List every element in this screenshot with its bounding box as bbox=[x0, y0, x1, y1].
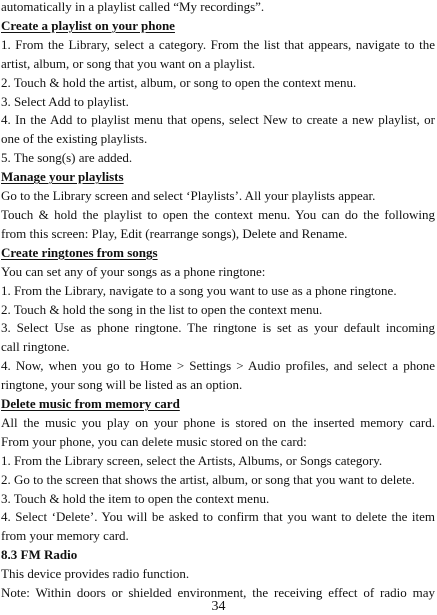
text-line: You can set any of your songs as a phone ringtone: bbox=[1, 263, 266, 279]
text-line: 4. Now, when you go to Home > Settings > Audio profiles, and select a phone bbox=[1, 358, 435, 374]
text-line: All the music you play on your phone is stored on the inserted memory card. bbox=[1, 414, 435, 430]
text-line: 1. From the Library, select a category. From the list that appears, navigate to the bbox=[1, 36, 435, 52]
text-line: 4. In the Add to playlist menu that opens, select New to create a new playlist, or bbox=[1, 112, 435, 128]
text-line: Go to the Library screen and select ‘Playlists’. All your playlists appear. bbox=[1, 188, 376, 204]
text-line: Touch & hold the playlist to open the context menu. You can do the following bbox=[1, 206, 435, 222]
text-line: 2. Touch & hold the artist, album, or song to open the context menu. bbox=[1, 74, 357, 90]
text-line: 3. Select Use as phone ringtone. The ringtone is set as your default incoming bbox=[1, 320, 435, 336]
subheading-delete-music: Delete music from memory card bbox=[1, 396, 180, 412]
section-heading-fm-radio: 8.3 FM Radio bbox=[1, 547, 78, 563]
text-line: from this screen: Play, Edit (rearrange songs), Delete and Rename. bbox=[1, 225, 348, 241]
text-line: This device provides radio function. bbox=[1, 566, 190, 582]
subheading-create-playlist: Create a playlist on your phone bbox=[1, 17, 175, 33]
text-line: 3. Touch & hold the item to open the context menu. bbox=[1, 490, 270, 506]
text-line: from your memory card. bbox=[1, 528, 129, 544]
text-line: artist, album, or song that you want on a playlist. bbox=[1, 55, 256, 71]
text-line: 3. Select Add to playlist. bbox=[1, 93, 129, 109]
text-line: 1. From the Library, navigate to a song you want to use as a phone ringtone. bbox=[1, 282, 397, 298]
text-line: From your phone, you can delete music stored on the card: bbox=[1, 433, 307, 449]
page-number: 34 bbox=[211, 599, 226, 614]
text-line: automatically in a playlist called “My recordings”. bbox=[1, 0, 265, 14]
text-line: one of the existing playlists. bbox=[1, 131, 148, 147]
text-line: 4. Select ‘Delete’. You will be asked to confirm that you want to delete the item bbox=[1, 509, 435, 525]
text-line: call ringtone. bbox=[1, 339, 70, 355]
text-line: 2. Touch & hold the song in the list to open the context menu. bbox=[1, 301, 323, 317]
text-line: 5. The song(s) are added. bbox=[1, 150, 133, 166]
subheading-manage-playlists: Manage your playlists bbox=[1, 169, 124, 185]
text-line: Note: Within doors or shielded environment, the receiving effect of radio may bbox=[1, 585, 435, 601]
text-line: ringtone, your song will be listed as an option. bbox=[1, 377, 243, 393]
subheading-create-ringtones: Create ringtones from songs bbox=[1, 244, 158, 260]
text-line: 2. Go to the screen that shows the artist, album, or song that you want to delete. bbox=[1, 471, 415, 487]
text-line: 1. From the Library screen, select the Artists, Albums, or Songs category. bbox=[1, 452, 383, 468]
